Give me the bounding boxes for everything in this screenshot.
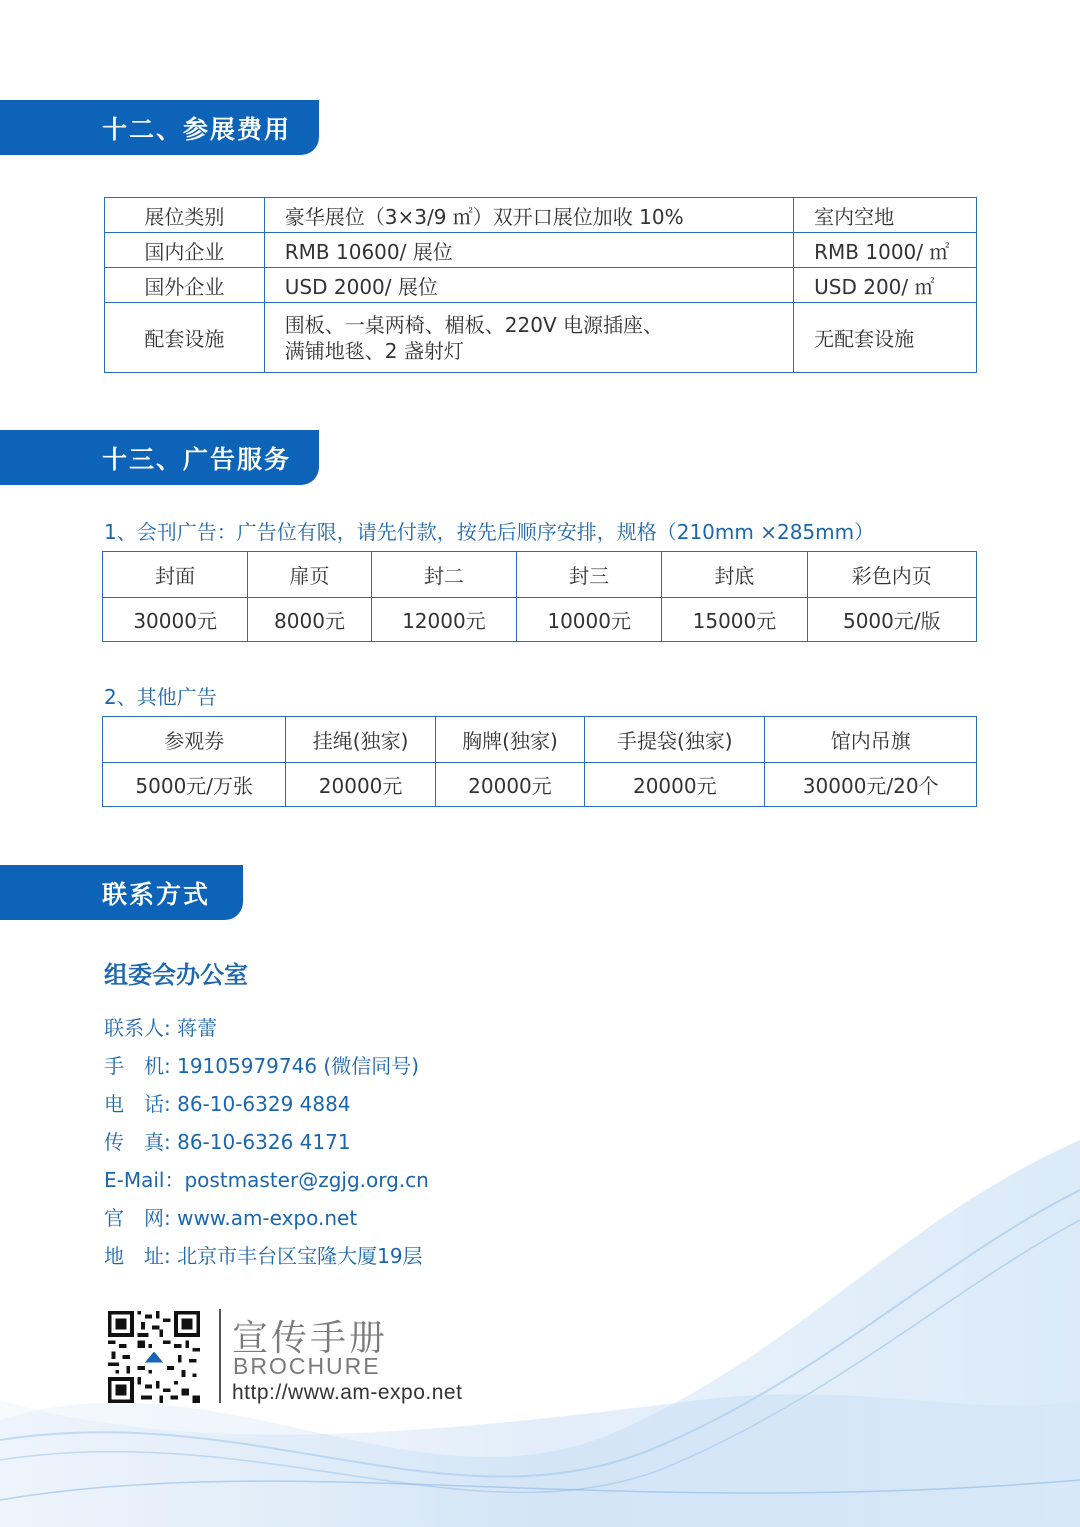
fee-cell: 国内企业 (105, 233, 265, 268)
fee-cell: 国外企业 (105, 268, 265, 303)
fee-cell: RMB 1000/ ㎡ (794, 233, 977, 268)
section-title-fees: 十二、参展费用 (102, 114, 292, 144)
section-title-ads: 十三、广告服务 (102, 444, 292, 474)
table-header-cell: 手提袋(独家) (585, 717, 765, 763)
table-cell: 8000元 (248, 598, 371, 642)
brand-title-en: BROCHURE (233, 1353, 381, 1379)
table-header-cell: 封底 (662, 552, 807, 598)
table-row (103, 552, 977, 598)
fee-cell: 配套设施 (105, 303, 265, 373)
contact-phone: 电 话: 86-10-6329 4884 (104, 1092, 351, 1116)
section-title-contact: 联系方式 (102, 879, 211, 909)
fee-cell: RMB 10600/ 展位 (264, 233, 793, 268)
contact-fax: 传 真: 86-10-6326 4171 (104, 1130, 351, 1154)
table-header-cell: 参观券 (103, 717, 286, 763)
facilities-line-1: 围板、一桌两椅、楣板、220V 电源插座、 (284, 312, 663, 337)
table-header-cell: 扉页 (248, 552, 371, 598)
table-cell: 30000元 (103, 598, 248, 642)
brand-title-cn: 宣传手册 (232, 1318, 389, 1359)
journal-ad-heading: 1、会刊广告：广告位有限，请先付款，按先后顺序安排，规格（210mm ×285mm） (104, 520, 875, 544)
table-cell: 12000元 (371, 598, 516, 642)
table-header-cell: 馆内吊旗 (765, 717, 977, 763)
fee-cell: 室内空地 (794, 198, 977, 233)
office-title: 组委会办公室 (104, 961, 248, 989)
fee-cell: 无配套设施 (794, 303, 977, 373)
table-row (103, 598, 977, 642)
table-header-cell: 胸牌(独家) (435, 717, 584, 763)
table-cell: 15000元 (662, 598, 807, 642)
table-cell: 10000元 (517, 598, 662, 642)
facilities-line-2: 满铺地毯、2 盏射灯 (284, 338, 464, 363)
table-cell: 5000元/版 (807, 598, 976, 642)
table-cell: 5000元/万张 (103, 763, 286, 807)
table-header-cell: 封面 (103, 552, 248, 598)
table-row (105, 233, 977, 268)
table-row (105, 268, 977, 303)
brand-divider (219, 1309, 221, 1403)
fee-table (104, 197, 977, 373)
table-row (103, 763, 977, 807)
other-ad-table (102, 716, 977, 807)
table-row (105, 198, 977, 233)
contact-address: 地 址: 北京市丰台区宝隆大厦19层 (104, 1244, 423, 1268)
fee-cell: USD 200/ ㎡ (794, 268, 977, 303)
fee-cell: USD 2000/ 展位 (264, 268, 793, 303)
contact-person: 联系人: 蒋蕾 (104, 1016, 218, 1040)
section-tab-ads (0, 430, 319, 485)
table-header-cell: 挂绳(独家) (286, 717, 435, 763)
contact-email[interactable]: E-Mail：postmaster@zgjg.org.cn (104, 1168, 429, 1192)
contact-mobile: 手 机: 19105979746 (微信同号) (104, 1054, 420, 1078)
table-header-cell: 彩色内页 (807, 552, 976, 598)
section-tab-contact (0, 865, 243, 920)
qr-code-icon (108, 1311, 200, 1403)
section-tab-fees (0, 100, 319, 155)
table-cell: 30000元/20个 (765, 763, 977, 807)
brand-url-link[interactable]: http://www.am-expo.net (232, 1381, 463, 1404)
contact-website[interactable]: 官 网: www.am-expo.net (104, 1206, 358, 1230)
table-header-cell: 封三 (517, 552, 662, 598)
journal-ad-table (102, 551, 977, 642)
fee-cell-facilities (264, 303, 793, 373)
table-row (105, 303, 977, 373)
fee-cell: 豪华展位（3×3/9 ㎡）双开口展位加收 10% (264, 198, 793, 233)
table-row (103, 717, 977, 763)
table-cell: 20000元 (435, 763, 584, 807)
fee-cell: 展位类别 (105, 198, 265, 233)
table-header-cell: 封二 (371, 552, 516, 598)
other-ad-heading: 2、其他广告 (104, 685, 217, 709)
table-cell: 20000元 (286, 763, 435, 807)
table-cell: 20000元 (585, 763, 765, 807)
